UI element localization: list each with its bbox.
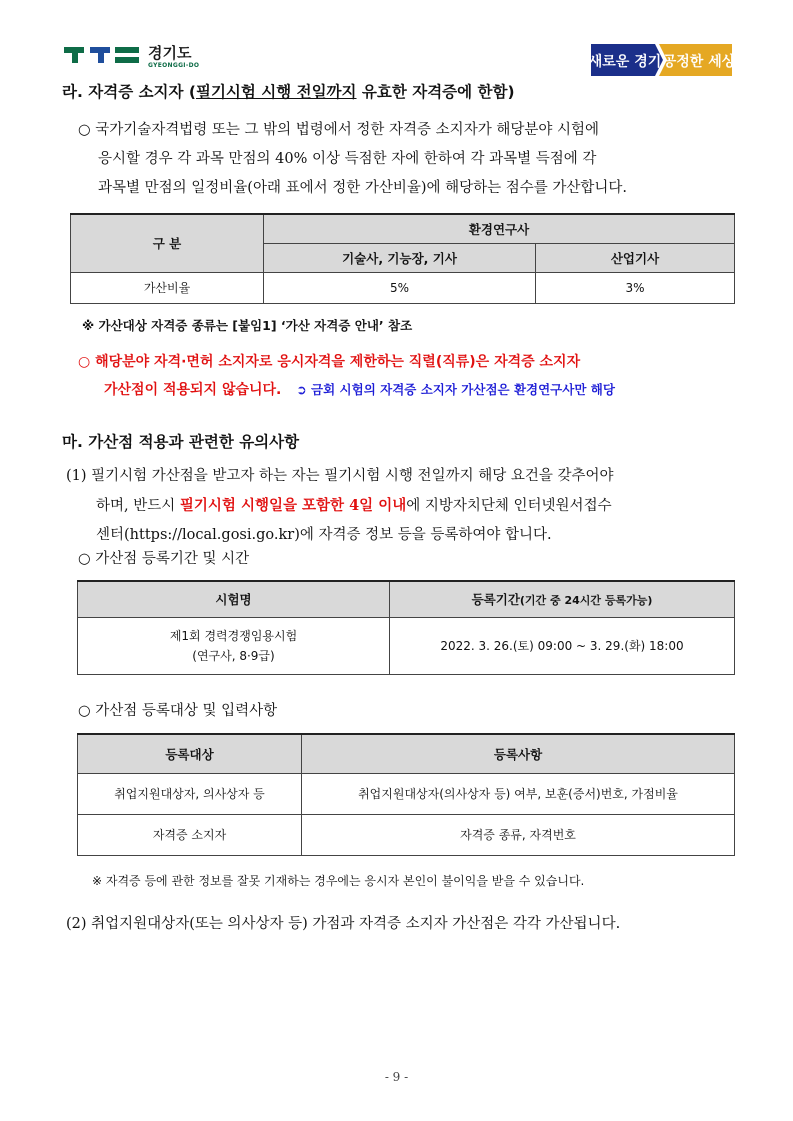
environment-only-note: ➲ 금회 시험의 자격증 소지자 가산점은 환경연구사만 해당 [296, 382, 615, 397]
table-cell: 3% [536, 272, 735, 303]
para-line: 과목별 만점의 일정비율(아래 표에서 정한 가산비율)에 해당하는 점수를 가산합니다. [98, 180, 628, 196]
table-header-items: 등록사항 [302, 734, 735, 773]
restriction-line-2: 가산점이 적용되지 않습니다. [104, 382, 282, 398]
gyeonggi-logo-mark-icon [62, 45, 142, 65]
table-header-period-label: 등록기간 [471, 592, 520, 608]
bonus-note: ※ 가산대상 자격증 종류는 [붙임1] ‘가산 자격증 안내’ 참조 [82, 318, 413, 333]
table-cell: 자격증 종류, 자격번호 [302, 814, 735, 855]
page-number: - 9 - [384, 1070, 409, 1084]
gyeonggi-logo [62, 42, 232, 76]
section-ra-title-prefix: 라. 자격증 소지자 ( [62, 83, 196, 101]
para-line: (1) 필기시험 가산점을 받고자 하는 자는 필기시험 시행 전일까지 해당 요건을 갖추어야 [66, 468, 614, 484]
table-cell: 5% [264, 272, 536, 303]
table-header-period [390, 581, 735, 617]
table-row-label: 가산비율 [71, 272, 264, 303]
table-header-col2: 산업기사 [536, 243, 735, 272]
para-line [66, 491, 613, 521]
logo-subtext: GYEONGGI-DO [148, 62, 200, 69]
table-cell: 자격증 소지자 [78, 814, 302, 855]
slogan-right-text: 공정한 세상 [662, 54, 734, 70]
registration-period-subtitle: ○ 가산점 등록기간 및 시간 [78, 551, 250, 567]
para-text: 하며, 반드시 [96, 498, 180, 514]
table-header-period-sub: (기간 중 24시간 등록가능) [519, 594, 653, 608]
registration-items-table [77, 733, 735, 856]
table-row [78, 773, 735, 814]
table-header-target: 등록대상 [78, 734, 302, 773]
restriction-notice [78, 348, 615, 404]
slogan-banner [589, 42, 734, 78]
table-header-gubun: 구 분 [71, 214, 264, 272]
table-row [78, 814, 735, 855]
slogan-badge-icon [589, 42, 734, 78]
section-ra-title-suffix: 유효한 자격증에 한함) [356, 83, 515, 101]
registration-items-subtitle: ○ 가산점 등록대상 및 입력사항 [78, 703, 278, 719]
restriction-line-1: ○ 해당분야 자격·면허 소지자로 응시자격을 제한하는 직렬(직류)은 자격증 소지자 [78, 354, 581, 370]
slogan-left-text: 새로운 경기 [589, 54, 662, 70]
table-cell: 취업지원대상자, 의사상자 등 [78, 773, 302, 814]
table-header-exam: 시험명 [78, 581, 390, 617]
section-ma-paragraph-1 [66, 462, 613, 550]
table-cell-period: 2022. 3. 26.(토) 09:00 ~ 3. 29.(화) 18:00 [390, 617, 735, 674]
table-header-group: 환경연구사 [264, 214, 735, 243]
para-text: 에 지방자치단체 인터넷원서접수 [406, 498, 612, 514]
deadline-highlight: 필기시험 시행일을 포함한 4일 이내 [179, 497, 407, 514]
para-line: ○ 국가기술자격법령 또는 그 밖의 법령에서 정한 자격증 소지자가 해당분야 시험에 [78, 122, 599, 138]
registration-period-table [77, 580, 735, 675]
exam-name: 제1회 경력경쟁임용시험 [169, 628, 298, 643]
table-cell-exam [78, 617, 390, 674]
table-header-col1: 기술사, 기능장, 기사 [264, 243, 536, 272]
input-warning-note: ※ 자격증 등에 관한 정보를 잘못 기재하는 경우에는 응시자 본인이 불이익을 받을 수 있습니다. [92, 874, 585, 888]
exam-grade: (연구사, 8·9급) [192, 648, 275, 663]
table-cell: 취업지원대상자(의사상자 등) 여부, 보훈(증서)번호, 가점비율 [302, 773, 735, 814]
section-ma-title: 마. 가산점 적용과 관련한 유의사항 [62, 433, 300, 451]
para-line: 응시할 경우 각 과목 만점의 40% 이상 득점한 자에 한하여 각 과목별 득점에 각 [98, 151, 597, 167]
logo-text: 경기도 [148, 44, 192, 62]
section-ra-paragraph [78, 116, 627, 203]
section-ra-title [62, 80, 515, 102]
section-ma-paragraph-2: (2) 취업지원대상자(또는 의사상자 등) 가점과 자격증 소지자 가산점은 각각 가산됩니다. [66, 916, 621, 932]
section-ra-title-underlined: 필기시험 시행 전일까지 [195, 83, 357, 101]
bonus-rate-table [70, 213, 735, 304]
para-line: 센터(https://local.gosi.go.kr)에 자격증 정보 등을 등록하여야 합니다. [96, 527, 552, 543]
